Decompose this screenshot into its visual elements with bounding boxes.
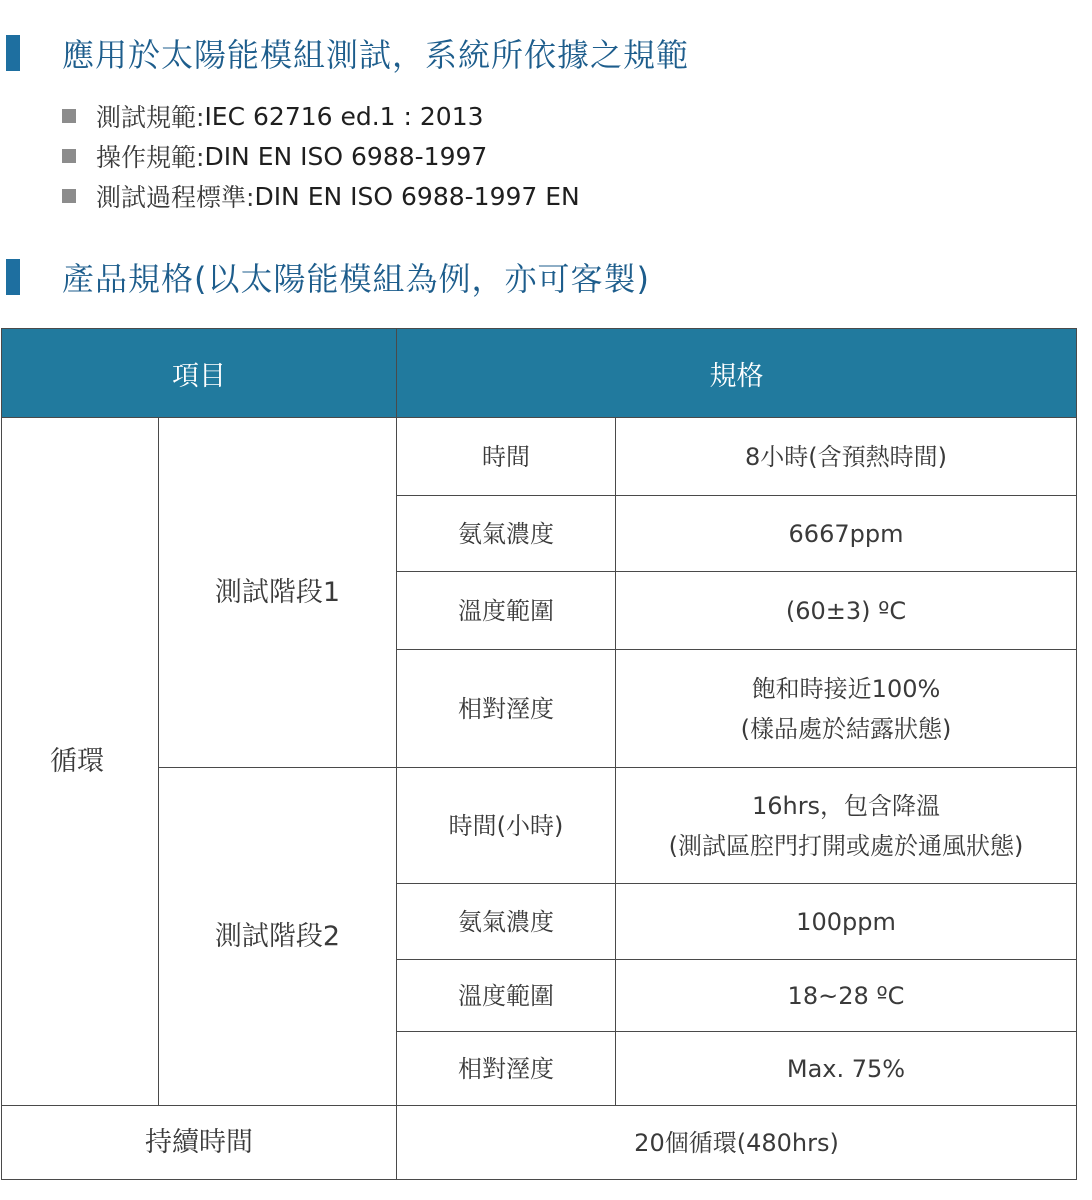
product-spec-heading <box>0 254 650 300</box>
heading-accent-bar <box>6 35 20 71</box>
value-line: (樣品處於結露狀態) <box>740 714 952 743</box>
standards-list <box>62 96 580 216</box>
list-item <box>62 176 580 216</box>
square-bullet-icon <box>62 189 76 203</box>
duration-value: 20個循環(480hrs) <box>397 1106 1077 1180</box>
standard-label: 操作規範: <box>96 143 205 172</box>
param-cell: 溫度範圍 <box>397 572 616 650</box>
value-line: 飽和時接近100% <box>751 674 941 703</box>
standard-value: IEC 62716 ed.1 : 2013 <box>204 101 484 131</box>
list-item <box>62 136 580 176</box>
product-spec-heading-text: 產品規格(以太陽能模組為例，亦可客製) <box>62 260 650 298</box>
param-cell: 相對溼度 <box>397 650 616 768</box>
stage1-label: 測試階段1 <box>159 418 397 768</box>
value-cell: 18~28 ºC <box>616 960 1077 1032</box>
param-cell: 氨氣濃度 <box>397 884 616 960</box>
standard-label: 測試規範: <box>96 103 205 132</box>
value-cell: 100ppm <box>616 884 1077 960</box>
standards-heading <box>0 30 689 76</box>
duration-label: 持續時間 <box>2 1106 397 1180</box>
standard-value: DIN EN ISO 6988-1997 <box>204 141 488 171</box>
cycle-group-label: 循環 <box>2 418 159 1106</box>
standard-value: DIN EN ISO 6988-1997 EN <box>254 181 580 211</box>
value-line: 16hrs，包含降溫 <box>751 791 941 820</box>
spec-table <box>1 328 1077 1180</box>
table-row <box>2 418 1077 496</box>
standards-heading-text: 應用於太陽能模組測試，系統所依據之規範 <box>62 36 690 74</box>
value-line: (測試區腔門打開或處於通風狀態) <box>668 831 1024 860</box>
value-cell: (60±3) ºC <box>616 572 1077 650</box>
value-cell: Max. 75% <box>616 1032 1077 1106</box>
value-cell <box>616 650 1077 768</box>
standard-label: 測試過程標準: <box>96 183 255 212</box>
param-cell: 氨氣濃度 <box>397 496 616 572</box>
stage2-label: 測試階段2 <box>159 768 397 1106</box>
value-cell: 6667ppm <box>616 496 1077 572</box>
param-cell: 相對溼度 <box>397 1032 616 1106</box>
heading-accent-bar <box>6 259 20 295</box>
param-cell: 時間(小時) <box>397 768 616 884</box>
square-bullet-icon <box>62 109 76 123</box>
header-spec: 規格 <box>397 329 1077 418</box>
square-bullet-icon <box>62 149 76 163</box>
table-row <box>2 768 1077 884</box>
value-cell <box>616 768 1077 884</box>
param-cell: 時間 <box>397 418 616 496</box>
param-cell: 溫度範圍 <box>397 960 616 1032</box>
value-cell: 8小時(含預熱時間) <box>616 418 1077 496</box>
table-row <box>2 1106 1077 1180</box>
list-item <box>62 96 580 136</box>
header-item: 項目 <box>2 329 397 418</box>
table-header-row <box>2 329 1077 418</box>
